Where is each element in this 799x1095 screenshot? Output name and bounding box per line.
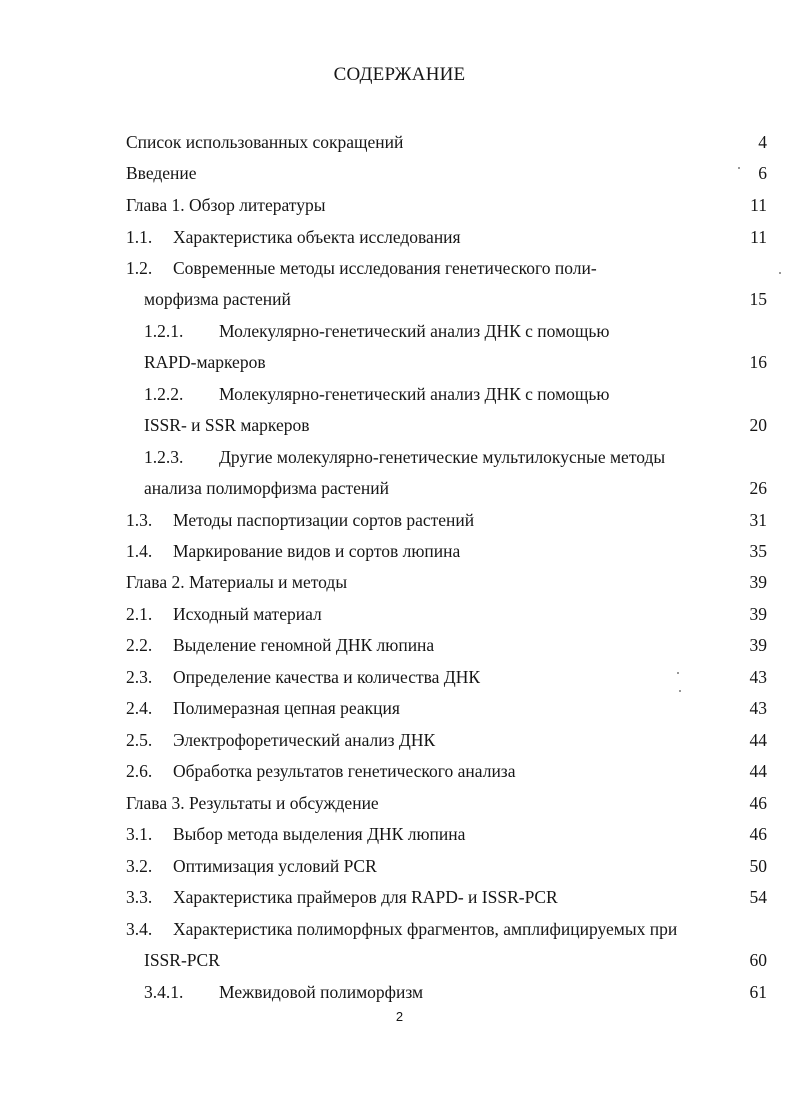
toc-entry-2-1 — [0, 602, 799, 626]
toc-entry-1-2-1 — [0, 319, 799, 343]
toc-entry-text: Маркирование видов и сортов люпина — [173, 541, 461, 561]
toc-entry-text: Современные методы исследования генетического поли- — [173, 258, 597, 278]
toc-entry-page: 43 — [749, 667, 767, 687]
toc-entry-text: Характеристика праймеров для RAPD- и ISSR-PCR — [173, 887, 558, 907]
page-number: 2 — [395, 1009, 404, 1024]
toc-entry-text: Обработка результатов генетического анализа — [173, 761, 516, 781]
toc-entry-text: Молекулярно-генетический анализ ДНК с помощью — [219, 384, 610, 404]
toc-entry-text: RAPD-маркеров — [144, 352, 266, 372]
toc-entry-1-2-3-cont — [0, 476, 799, 500]
toc-entry-text: морфизма растений — [144, 289, 291, 309]
toc-entry-1-2-2 — [0, 382, 799, 406]
toc-entry-number: 2.2. — [126, 635, 153, 655]
toc-entry-page: 60 — [749, 950, 767, 970]
toc-entry-1-2 — [0, 256, 799, 280]
toc-entry-number: 3.3. — [126, 887, 153, 907]
scan-speck — [677, 672, 679, 674]
toc-entry-text: Молекулярно-генетический анализ ДНК с помощью — [219, 321, 610, 341]
toc-entry-text: Исходный материал — [173, 604, 322, 624]
toc-entry-page: 31 — [749, 510, 767, 530]
toc-entry-page: 11 — [750, 195, 767, 215]
toc-entry-abbreviations — [0, 130, 799, 154]
toc-entry-number: 3.2. — [126, 856, 153, 876]
toc-entry-introduction — [0, 161, 799, 185]
toc-entry-2-2 — [0, 633, 799, 657]
toc-entry-page: 44 — [749, 730, 767, 750]
toc-entry-2-4 — [0, 696, 799, 720]
toc-entry-page: 11 — [750, 227, 767, 247]
toc-entry-number: 2.6. — [126, 761, 153, 781]
toc-entry-2-3 — [0, 665, 799, 689]
toc-entry-text: Глава 3. Результаты и обсуждение — [126, 793, 379, 813]
toc-entry-number: 1.2.1. — [144, 321, 184, 341]
toc-entry-page: 4 — [758, 132, 767, 152]
toc-entry-text: Оптимизация условий PCR — [173, 856, 377, 876]
toc-entry-number: 1.2. — [126, 258, 153, 278]
toc-entry-number: 3.1. — [126, 824, 153, 844]
toc-entry-3-1 — [0, 822, 799, 846]
toc-entry-chapter-2 — [0, 570, 799, 594]
toc-entry-page: 44 — [749, 761, 767, 781]
toc-entry-text: ISSR-PCR — [144, 950, 220, 970]
toc-entry-page: 20 — [749, 415, 767, 435]
toc-entry-text: Глава 1. Обзор литературы — [126, 195, 326, 215]
toc-entry-chapter-3 — [0, 791, 799, 815]
toc-entry-page: 50 — [749, 856, 767, 876]
toc-entry-3-3 — [0, 885, 799, 909]
toc-entry-3-4 — [0, 917, 799, 941]
toc-entry-page: 39 — [749, 635, 767, 655]
toc-entry-page: 61 — [749, 982, 767, 1002]
toc-entry-number: 3.4.1. — [144, 982, 184, 1002]
toc-entry-page: 15 — [749, 289, 767, 309]
toc-entry-1-2-3 — [0, 445, 799, 469]
toc-entry-number: 1.2.2. — [144, 384, 184, 404]
scan-speck — [679, 690, 681, 692]
toc-entry-3-2 — [0, 854, 799, 878]
toc-entry-number: 1.4. — [126, 541, 153, 561]
toc-entry-text: Электрофоретический анализ ДНК — [173, 730, 436, 750]
toc-entry-page: 46 — [749, 793, 767, 813]
toc-entry-text: Выбор метода выделения ДНК люпина — [173, 824, 466, 844]
toc-entry-1-1 — [0, 225, 799, 249]
toc-entry-text: Характеристика полиморфных фрагментов, амплифицируемых при — [173, 919, 678, 939]
toc-entry-3-4-1 — [0, 980, 799, 1004]
toc-entry-2-6 — [0, 759, 799, 783]
toc-entry-text: Другие молекулярно-генетические мультилокусные методы — [219, 447, 666, 467]
toc-entry-text: Определение качества и количества ДНК — [173, 667, 481, 687]
toc-entry-text: Выделение геномной ДНК люпина — [173, 635, 435, 655]
toc-entry-2-5 — [0, 728, 799, 752]
toc-entry-text: ISSR- и SSR маркеров — [144, 415, 310, 435]
toc-entry-number: 2.4. — [126, 698, 153, 718]
toc-entry-1-2-1-cont — [0, 350, 799, 374]
toc-entry-1-2-cont — [0, 287, 799, 311]
toc-entry-number: 2.1. — [126, 604, 153, 624]
toc-entry-page: 39 — [749, 572, 767, 592]
toc-entry-1-3 — [0, 508, 799, 532]
toc-entry-number: 2.5. — [126, 730, 153, 750]
toc-entry-text: анализа полиморфизма растений — [144, 478, 390, 498]
scan-speck — [738, 167, 740, 169]
toc-entry-3-4-cont — [0, 948, 799, 972]
toc-entry-text: Характеристика объекта исследования — [173, 227, 461, 247]
toc-entry-page: 54 — [749, 887, 767, 907]
toc-entry-page: 16 — [749, 352, 767, 372]
toc-entry-page: 43 — [749, 698, 767, 718]
toc-entry-page: 6 — [758, 163, 767, 183]
toc-entry-text: Полимеразная цепная реакция — [173, 698, 400, 718]
toc-entry-number: 3.4. — [126, 919, 153, 939]
toc-entry-text: Список использованных сокращений — [126, 132, 404, 152]
toc-entry-text: Глава 2. Материалы и методы — [126, 572, 348, 592]
page-title: СОДЕРЖАНИЕ — [333, 64, 466, 85]
toc-entry-chapter-1 — [0, 193, 799, 217]
toc-entry-number: 1.3. — [126, 510, 153, 530]
toc-entry-page: 46 — [749, 824, 767, 844]
scan-speck — [779, 272, 781, 274]
toc-entry-number: 2.3. — [126, 667, 153, 687]
toc-entry-page: 39 — [749, 604, 767, 624]
toc-entry-text: Методы паспортизации сортов растений — [173, 510, 475, 530]
toc-entry-1-2-2-cont — [0, 413, 799, 437]
toc-entry-number: 1.1. — [126, 227, 153, 247]
toc-entry-1-4 — [0, 539, 799, 563]
toc-entry-text: Межвидовой полиморфизм — [219, 982, 424, 1002]
toc-entry-text: Введение — [126, 163, 197, 183]
toc-entry-page: 26 — [749, 478, 767, 498]
toc-entry-page: 35 — [749, 541, 767, 561]
toc-entry-number: 1.2.3. — [144, 447, 184, 467]
